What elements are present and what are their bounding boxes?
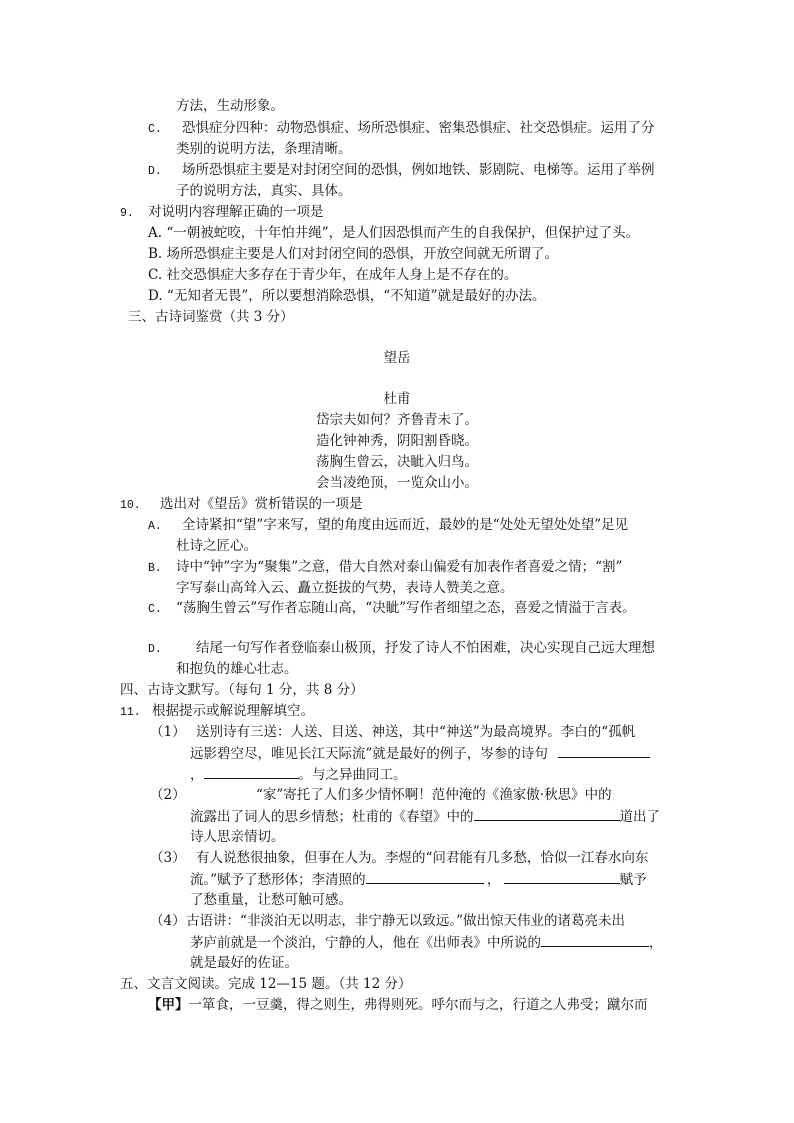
answer-blank[interactable] <box>541 932 649 947</box>
part-label: （1） <box>150 724 186 740</box>
q9-option-c: C. 社交恐惧症大多存在于青少年，在成年人身上是不存在的。 <box>148 267 518 283</box>
passage-jia <box>148 995 648 1016</box>
answer-blank[interactable] <box>558 743 650 758</box>
q11-stem <box>120 701 314 723</box>
q9-option-b: B. 场所恐惧症主要是人们对封闭空间的恐惧，开放空间就无所谓了。 <box>148 246 559 262</box>
q9-stem <box>120 202 324 224</box>
section-4-heading: 四、古诗文默写。（每句 1 分，共 8 分） <box>120 682 364 698</box>
section-3-heading: 三、古诗词鉴赏（共 3 分） <box>128 309 294 325</box>
poem-line: 荡胸生曾云，决眦入归鸟。 <box>316 454 478 470</box>
question-number: 9. <box>120 207 134 220</box>
q11-part-4 <box>150 911 625 932</box>
answer-blank[interactable] <box>366 869 484 884</box>
q11-part-4-line3: 就是最好的佐证。 <box>190 955 298 971</box>
q10-option-b <box>148 557 622 579</box>
part-text: 茅庐前就是一个淡泊，宁静的人，他在《出师表》中所说的 <box>190 935 541 951</box>
q9-option-a: A. “一朝被蛇咬，十年怕井绳”，是人们因恐惧而产生的自我保护，但保护过了头。 <box>148 225 640 241</box>
option-label: A. <box>148 520 162 533</box>
part-text: “家”寄托了人们多少情怀啊！范仲淹的《渔家傲·秋思》中的 <box>256 787 612 803</box>
option-label: B. <box>148 562 162 575</box>
q10-option-a <box>148 515 628 537</box>
q10-option-d <box>148 638 655 660</box>
q10-option-c <box>148 598 636 620</box>
question-text: 对说明内容理解正确的一项是 <box>148 204 324 220</box>
option-text: 场所恐惧症主要是对封闭空间的恐惧，例如地铁、影剧院、电梯等。运用了举例 <box>182 162 655 178</box>
q11-part-3-line2 <box>190 869 647 891</box>
option-text: 结尾一句写作者登临泰山极顶，抒发了诗人不怕困难，决心实现自己远大理想 <box>196 640 655 656</box>
part-text: 古语讲：“非淡泊无以明志，非宁静无以致远。”做出惊天伟业的诸葛亮未出 <box>186 913 626 929</box>
q10-option-b-line2: 字写泰山高耸入云、矗立挺拔的气势，表诗人赞美之意。 <box>176 580 514 596</box>
part-text: 。与之异曲同工。 <box>298 767 407 783</box>
part-text: 道出了 <box>619 809 660 825</box>
q9-option-d: D. “无知者无畏”，所以要想消除恐惧，“不知道”就是最好的办法。 <box>148 288 546 304</box>
q10-stem <box>120 494 363 516</box>
question-number: 11. <box>120 706 141 719</box>
q10-option-a-line2: 杜诗之匠心。 <box>176 538 257 554</box>
option-label: D. <box>148 643 162 656</box>
q8-option-c <box>148 118 655 140</box>
part-text: 有人说愁很抽象，但事在人为。李煜的“问君能有几多愁，恰似一江春水向东 <box>196 850 649 866</box>
q11-part-1 <box>150 722 635 743</box>
poem-title: 望岳 <box>383 350 411 366</box>
poem-line: 岱宗夫如何？齐鲁青未了。 <box>316 412 478 428</box>
answer-blank[interactable] <box>504 869 620 884</box>
section-5-heading: 五、文言文阅读。完成 12—15 题。（共 12 分） <box>120 976 412 992</box>
q11-part-3 <box>150 848 648 869</box>
poem-line: 会当凌绝顶，一览众山小。 <box>316 475 478 491</box>
q11-part-1-line2 <box>190 743 650 765</box>
part-text: 流。”赋予了愁形体；李清照的 <box>190 872 366 888</box>
question-text: 选出对《望岳》赏析错误的一项是 <box>160 496 363 512</box>
part-text: 赋予 <box>619 872 647 888</box>
option-text: 全诗紧扣“望”字来写，望的角度由远而近，最妙的是“处处无望处处望”足见 <box>182 517 629 533</box>
q8-option-d <box>148 160 655 182</box>
part-text: 流露出了词人的思乡情愁；杜甫的《春望》中的 <box>190 809 474 825</box>
passage-text: 一箪食，一豆羹，得之则生，弗得则死。呼尔而与之，行道之人弗受；蹴尔而 <box>188 997 648 1013</box>
q11-part-3-line3: 了愁重量，让愁可触可感。 <box>190 892 352 908</box>
separator: ， <box>486 872 501 888</box>
q8-option-c-line2: 类别的说明方法，条理清晰。 <box>176 141 352 157</box>
question-number: 10. <box>120 499 141 512</box>
part-label: （2） <box>150 787 186 803</box>
poem-line: 造化钟神秀，阴阳割昏晓。 <box>316 433 478 449</box>
part-text: ， <box>649 935 663 951</box>
option-text: 诗中“钟”字为“聚集”之意，借大自然对泰山偏爱有加表作者喜爱之情；“割” <box>176 559 623 575</box>
q11-part-2 <box>150 785 612 806</box>
passage-tag: 【甲】 <box>148 997 189 1013</box>
part-text: 远影碧空尽，唯见长江天际流”就是最好的例子，岑参的诗句 <box>190 746 548 762</box>
q11-part-2-line2 <box>190 806 660 828</box>
q10-option-d-line2: 和抱负的雄心壮志。 <box>176 661 298 677</box>
poem-author: 杜甫 <box>383 391 411 407</box>
question-text: 根据提示或解说理解填空。 <box>152 703 314 719</box>
answer-blank[interactable] <box>204 764 299 779</box>
option-label: D. <box>148 165 162 178</box>
option-text: 恐惧症分四种：动物恐惧症、场所恐惧症、密集恐惧症、社交恐惧症。运用了分 <box>182 120 655 136</box>
q11-part-4-line2 <box>190 932 663 954</box>
separator: ， <box>190 767 204 783</box>
part-label: （3） <box>150 850 186 866</box>
option-label: C. <box>148 603 162 616</box>
option-text: “荡胸生曾云”写作者忘随山高，“决眦”写作者细望之态，喜爱之情溢于言表。 <box>176 600 636 616</box>
answer-blank[interactable] <box>474 806 620 821</box>
part-label: （4） <box>150 913 186 929</box>
q11-part-2-line3: 诗人思亲情切。 <box>190 829 285 845</box>
q8-option-d-line2: 子的说明方法，真实、具体。 <box>176 183 352 199</box>
option-label: C. <box>148 123 162 136</box>
q8-option-b-continuation: 方法，生动形象。 <box>176 98 284 114</box>
part-text: 送别诗有三送：人送、目送、神送，其中“神送”为最高境界。李白的“孤帆 <box>196 724 636 740</box>
q11-part-1-line3 <box>190 764 407 786</box>
